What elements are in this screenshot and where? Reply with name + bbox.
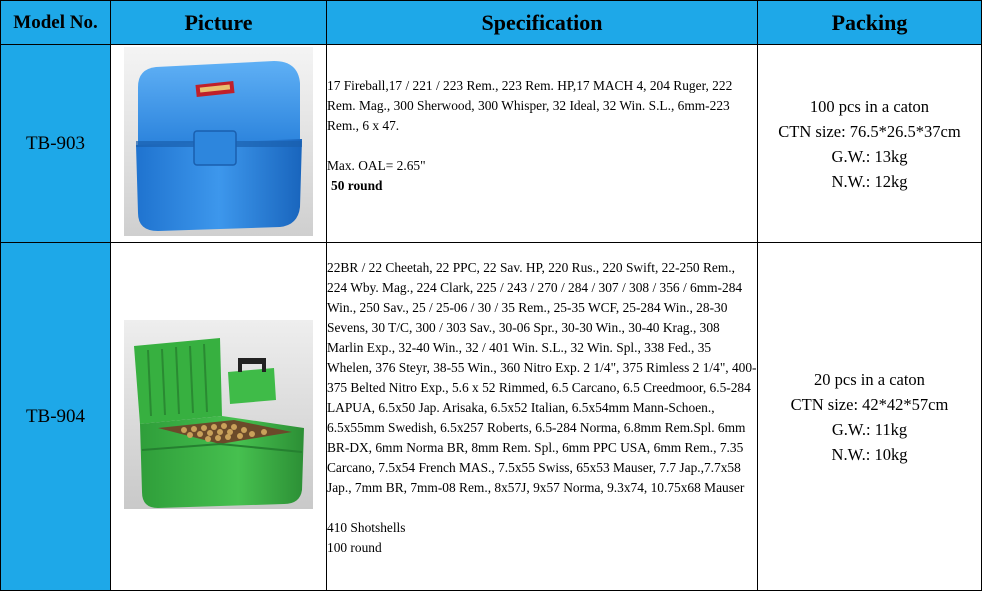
green-ammo-box-image bbox=[124, 320, 313, 514]
gross-weight: G.W.: 13kg bbox=[831, 146, 908, 166]
caliber-list: 17 Fireball,17 / 221 / 223 Rem., 223 Rem. HP,17 MACH 4, 204 Ruger, 222 Rem. Mag., 300 Sherwood, 300 Whisper, 32 Ideal, 32 Win. S.L., 6mm-223 Rem., 6 x 47. bbox=[327, 78, 733, 133]
header-packing: Packing bbox=[758, 1, 982, 45]
caliber-list: 22BR / 22 Cheetah, 22 PPC, 22 Sav. HP, 220 Rus., 220 Swift, 22-250 Rem., 224 Wby. Mag., 224 Clark, 225 / 243 / 270 / 284 / 307 / 308 / 356 / 6mm-284 Win., 250 Sav., 25 / 25-06 / 30 / 35 Rem., 25-35 WCF, 25-284 Win., 28-30 Sevens, 30 T/C, 300 / 303 Sav., 30-06 Spr., 30-30 Win., 30-40 Krag., 308 Marlin Exp., 32-40 Win., 32 / 401 Win. S.L., 32 Win. Spl., 338 Fed., 35 Whelen, 376 Steyr, 38-55 Win., 360 Nitro Exp. 2 1/4", 375 Rimless 2 1/4", 400-375 Belted Nitro Exp., 5.6 x 52 Rimmed, 6.5 Carcano, 6.5 Creedmoor, 6.5-284 LAPUA, 6.5x50 Jap. Arisaka, 6.5x52 Italian, 6.5x54mm Mann-Schoen., 6.5x55mm Swedish, 6.5x257 Roberts, 6.5-284 Norma, 6.8mm Rem.Spl. 6mm BR-DX, 6mm Norma BR, 8mm Rem. Spl., 6mm PPC USA, 6mm Rem., 7.35 Carcano, 7.5x54 French MAS., 7.5x55 Swiss, 65x53 Mauser, 7.7 Jap.,7.7x58 Jap., 7mm BR, 7mm-08 Rem., 8x57J, 9x57 Norma, 9.3x74, 10.75x68 Mauser bbox=[327, 260, 757, 495]
model-number: TB-904 bbox=[1, 243, 111, 591]
round-count: 100 round bbox=[327, 540, 382, 555]
table-row bbox=[1, 243, 982, 591]
packing-cell bbox=[758, 45, 982, 243]
carton-size: CTN size: 76.5*26.5*37cm bbox=[778, 121, 961, 141]
header-model: Model No. bbox=[1, 1, 111, 45]
specification-cell bbox=[327, 45, 758, 243]
net-weight: N.W.: 12kg bbox=[831, 171, 908, 191]
product-picture-cell bbox=[111, 45, 327, 243]
product-picture-cell bbox=[111, 243, 327, 591]
model-number: TB-903 bbox=[1, 45, 111, 243]
max-oal: Max. OAL= 2.65" bbox=[327, 158, 426, 173]
table-row bbox=[1, 45, 982, 243]
header-row bbox=[1, 1, 982, 45]
gross-weight: G.W.: 11kg bbox=[831, 419, 908, 439]
net-weight: N.W.: 10kg bbox=[831, 444, 908, 464]
packing-quantity: 100 pcs in a caton bbox=[809, 96, 930, 116]
specification-cell bbox=[327, 243, 758, 591]
round-count: 50 round bbox=[331, 178, 383, 193]
blue-ammo-box-image bbox=[124, 47, 313, 241]
carton-size: CTN size: 42*42*57cm bbox=[790, 394, 949, 414]
packing-quantity: 20 pcs in a caton bbox=[814, 369, 925, 389]
header-picture: Picture bbox=[111, 1, 327, 45]
packing-cell bbox=[758, 243, 982, 591]
header-specification: Specification bbox=[327, 1, 758, 45]
shotshells-note: 410 Shotshells bbox=[327, 520, 406, 535]
